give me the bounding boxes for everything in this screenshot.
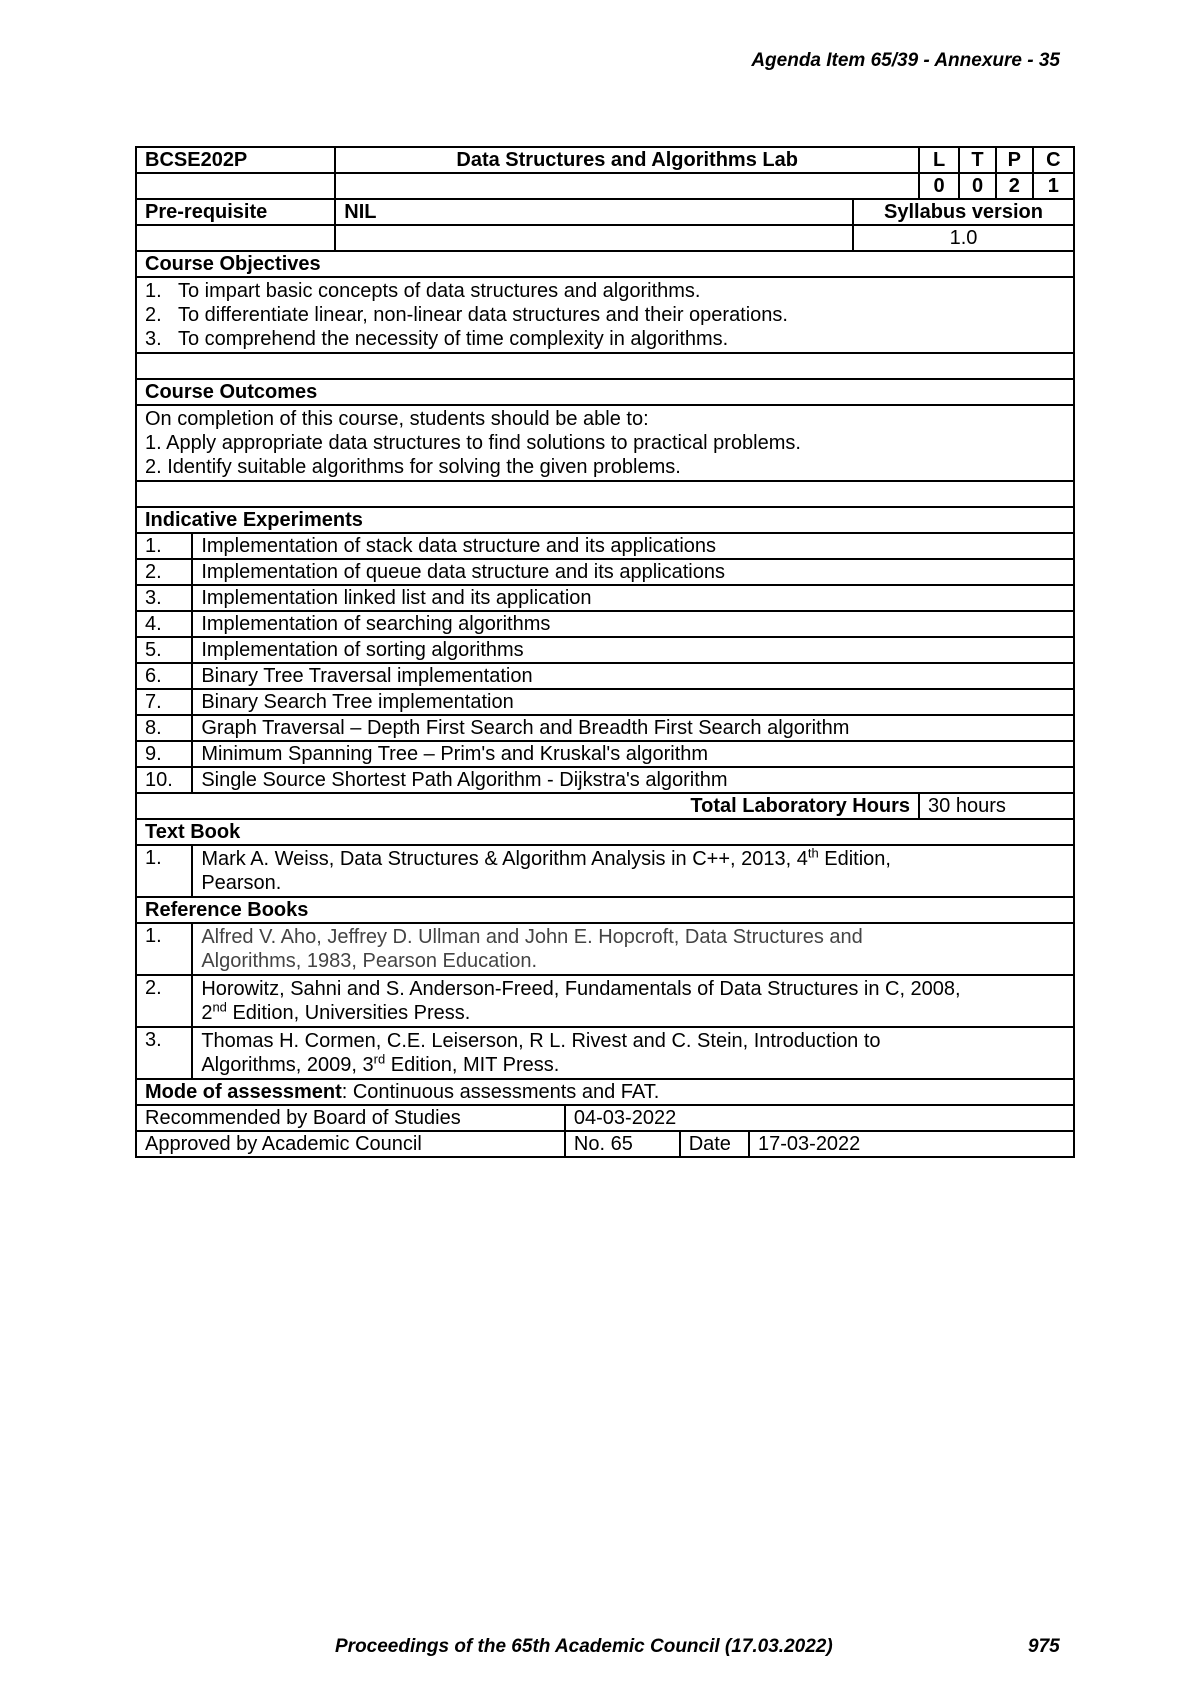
outcome-line: On completion of this course, students should be able to: [145,408,649,430]
experiment-num: 8. [136,715,192,741]
experiment-row [136,611,1074,637]
experiment-row [136,533,1074,559]
experiment-num: 10. [136,767,192,793]
objective-item: 2. To differentiate linear, non-linear data structures and their operations. [145,304,788,326]
outcomes-heading: Course Outcomes [136,379,1074,405]
spacer-row [136,353,1074,379]
academic-council-label: Approved by Academic Council [136,1131,565,1157]
reference-row [136,975,1074,1027]
outcomes-list [136,405,1074,481]
reference-entry: Alfred V. Aho, Jeffrey D. Ullman and John E. Hopcroft, Data Structures and Algorithms, 1983, Pearson Education. [192,923,1074,975]
ltpc-value-c: 1 [1033,173,1074,199]
prereq-value: NIL [335,199,853,225]
reference-entry: Horowitz, Sahni and S. Anderson-Freed, Fundamentals of Data Structures in C, 2008, 2nd Edition, Universities Press. [192,975,1074,1027]
experiment-text: Minimum Spanning Tree – Prim's and Kruskal's algorithm [192,741,1074,767]
syllabus-version-value: 1.0 [853,225,1074,251]
assessment-value: : Continuous assessments and FAT. [341,1081,660,1103]
reference-num: 1. [136,923,192,975]
experiment-num: 5. [136,637,192,663]
experiment-row [136,689,1074,715]
experiments-heading: Indicative Experiments [136,507,1074,533]
proceedings-footer: Proceedings of the 65th Academic Council (17.03.2022) [335,1636,833,1657]
experiment-num: 1. [136,533,192,559]
experiment-row [136,715,1074,741]
experiment-row [136,585,1074,611]
ltpc-header-l: L [919,147,959,173]
textbook-entry: Mark A. Weiss, Data Structures & Algorithm Analysis in C++, 2013, 4th Edition, Pearson. [192,845,1074,897]
experiment-text: Implementation linked list and its application [192,585,1074,611]
experiment-text: Binary Search Tree implementation [192,689,1074,715]
experiment-text: Implementation of searching algorithms [192,611,1074,637]
academic-council-date: 17-03-2022 [749,1131,1074,1157]
objective-item: 3. To comprehend the necessity of time complexity in algorithms. [145,328,729,350]
reference-num: 3. [136,1027,192,1079]
ltpc-header-p: P [996,147,1033,173]
outcome-line: 2. Identify suitable algorithms for solving the given problems. [145,456,681,478]
experiment-row [136,741,1074,767]
syllabus-version-label: Syllabus version [853,199,1074,225]
experiment-row [136,767,1074,793]
experiment-row [136,663,1074,689]
reference-row [136,923,1074,975]
assessment-row [136,1079,1074,1105]
objectives-heading: Course Objectives [136,251,1074,277]
objective-item: 1. To impart basic concepts of data structures and algorithms. [145,280,701,302]
board-of-studies-label: Recommended by Board of Studies [136,1105,565,1131]
spacer-row [136,481,1074,507]
ltpc-header-c: C [1033,147,1074,173]
textbook-row [136,845,1074,897]
course-title: Data Structures and Algorithms Lab [335,147,919,173]
experiment-num: 6. [136,663,192,689]
textbook-num: 1. [136,845,192,897]
experiment-text: Binary Tree Traversal implementation [192,663,1074,689]
experiment-row [136,637,1074,663]
assessment-label: Mode of assessment [145,1081,342,1103]
ltpc-value-l: 0 [919,173,959,199]
reference-entry: Thomas H. Cormen, C.E. Leiserson, R L. Rivest and C. Stein, Introduction to Algorithms, 2009, 3rd Edition, MIT Press. [192,1027,1074,1079]
total-lab-hours-label: Total Laboratory Hours [136,793,919,819]
ltpc-value-p: 2 [996,173,1033,199]
objectives-list [136,277,1074,353]
reference-row [136,1027,1074,1079]
experiment-num: 3. [136,585,192,611]
experiment-row [136,559,1074,585]
experiment-num: 9. [136,741,192,767]
date-label: Date [680,1131,749,1157]
academic-council-number: No. 65 [565,1131,680,1157]
ltpc-header-t: T [959,147,996,173]
ltpc-value-t: 0 [959,173,996,199]
experiment-num: 4. [136,611,192,637]
references-heading: Reference Books [136,897,1074,923]
textbook-heading: Text Book [136,819,1074,845]
page-number: 975 [1028,1636,1060,1657]
board-of-studies-date: 04-03-2022 [565,1105,1074,1131]
experiment-text: Graph Traversal – Depth First Search and Breadth First Search algorithm [192,715,1074,741]
experiment-text: Implementation of queue data structure and its applications [192,559,1074,585]
syllabus-table [135,146,1075,1158]
experiment-num: 2. [136,559,192,585]
course-code: BCSE202P [136,147,335,173]
experiment-text: Implementation of stack data structure and its applications [192,533,1074,559]
experiment-text: Single Source Shortest Path Algorithm - Dijkstra's algorithm [192,767,1074,793]
outcome-line: 1. Apply appropriate data structures to find solutions to practical problems. [145,432,801,454]
experiment-text: Implementation of sorting algorithms [192,637,1074,663]
total-lab-hours-value: 30 hours [919,793,1074,819]
agenda-item-header: Agenda Item 65/39 - Annexure - 35 [751,50,1060,71]
experiment-num: 7. [136,689,192,715]
prereq-label: Pre-requisite [136,199,335,225]
reference-num: 2. [136,975,192,1027]
